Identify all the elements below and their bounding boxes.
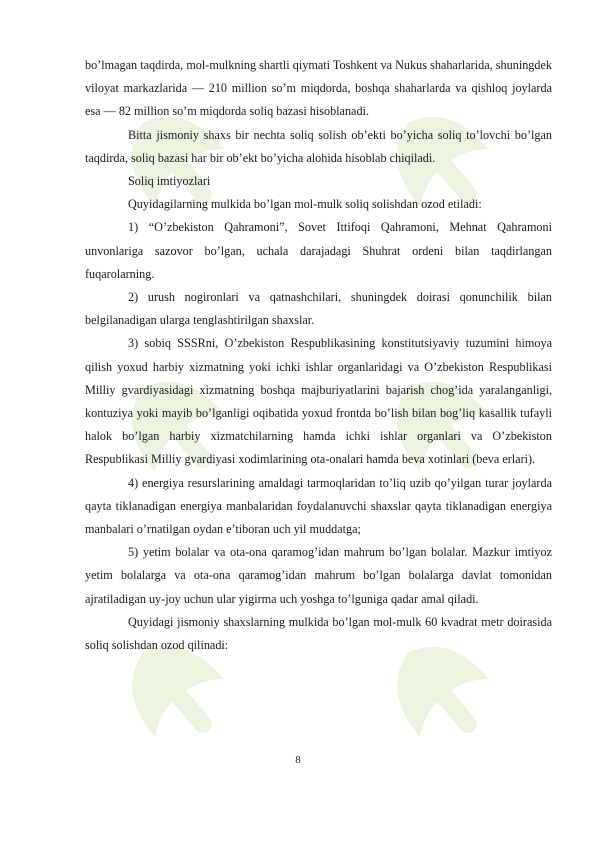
list-item: 1) “O’zbekiston Qahramoni”, Sovet Ittifoqi Qahramoni, Mehnat Qahramoni unvonlariga sazovor bo’lgan, uchala darajadagi Shuhrat ordeni bilan taqdirlangan fuqarolarning. (85, 220, 552, 281)
page-number: 8 (295, 754, 301, 766)
list-item: 3) sobiq SSSRni, O’zbekiston Respublikasining konstitutsiyaviy tuzumini himoya qilish yoxud harbiy xizmatning yoki ichki ishlar organlaridagi va O’zbekiston Respublikasi Milliy gvardiyasidagi xizmatning boshqa majburiyatlarini bajarish chog’ida yaralanganligi, kontuziya yoki mayib bo’lganligi oqibatida yoxud frontda bo’lish bilan bog’liq kasallik tufayli halok bo’lgan harbiy xizmatchilarning hamda ichki ishlar organlari va O’zbekiston Respublikasi Milliy gvardiyasi xodimlarining ota-onalari hamda beva xotinlari (beva erlari). (85, 336, 552, 467)
paragraph: bo’lmagan taqdirda, mol-mulkning shartli qiymati Toshkent va Nukus shaharlarida, shuningdek viloyat markazlarida — 210 million so’m miqdorda, boshqa shaharlarda va qishloq joylarda esa — 82 million so’m miqdorda soliq bazasi hisoblanadi. (85, 58, 552, 119)
paragraph: Quyidagilarning mulkida bo’lgan mol-mulk soliq solishdan ozod etiladi: (128, 197, 482, 212)
list-item: 2) urush nogironlari va qatnashchilari, shuningdek doirasi qonunchilik bilan belgilanadigan ularga tenglashtirilgan shaxslar. (85, 290, 552, 328)
section-heading: Soliq imtiyozlari (128, 174, 211, 189)
list-item: 4) energiya resurslarining amaldagi tarmoqlaridan to’liq uzib qo’yilgan turar joylarda qayta tiklanadigan energiya manbalaridan foydalanuvchi shaxslar qayta tiklanadigan energiya manbalari o’rnatilgan oydan e’tiboran uch yil muddatga; (85, 475, 552, 537)
paragraph: Quyidagi jismoniy shaxslarning mulkida bo’lgan mol-mulk 60 kvadrat metr doirasida soliq solishdan ozod qilinadi: (85, 614, 552, 653)
body-text (85, 54, 552, 657)
paragraph: Bitta jismoniy shaxs bir nechta soliq solish ob’ekti bo’yicha soliq to’lovchi bo’lgan taqdirda, soliq bazasi har bir ob’ekt bo’yicha alohida hisoblab chiqiladi. (85, 127, 552, 165)
list-item: 5) yetim bolalar va ota-ona qaramog’idan mahrum bo’lgan bolalar. Mazkur imtiyoz yetim bolalarga va ota-ona qaramog’idan mahrum bo’lgan bolalarga davlat tomonidan ajratiladigan uy-joy uchun ular yigirma uch yoshga to’lguniga qadar amal qiladi. (85, 545, 552, 606)
